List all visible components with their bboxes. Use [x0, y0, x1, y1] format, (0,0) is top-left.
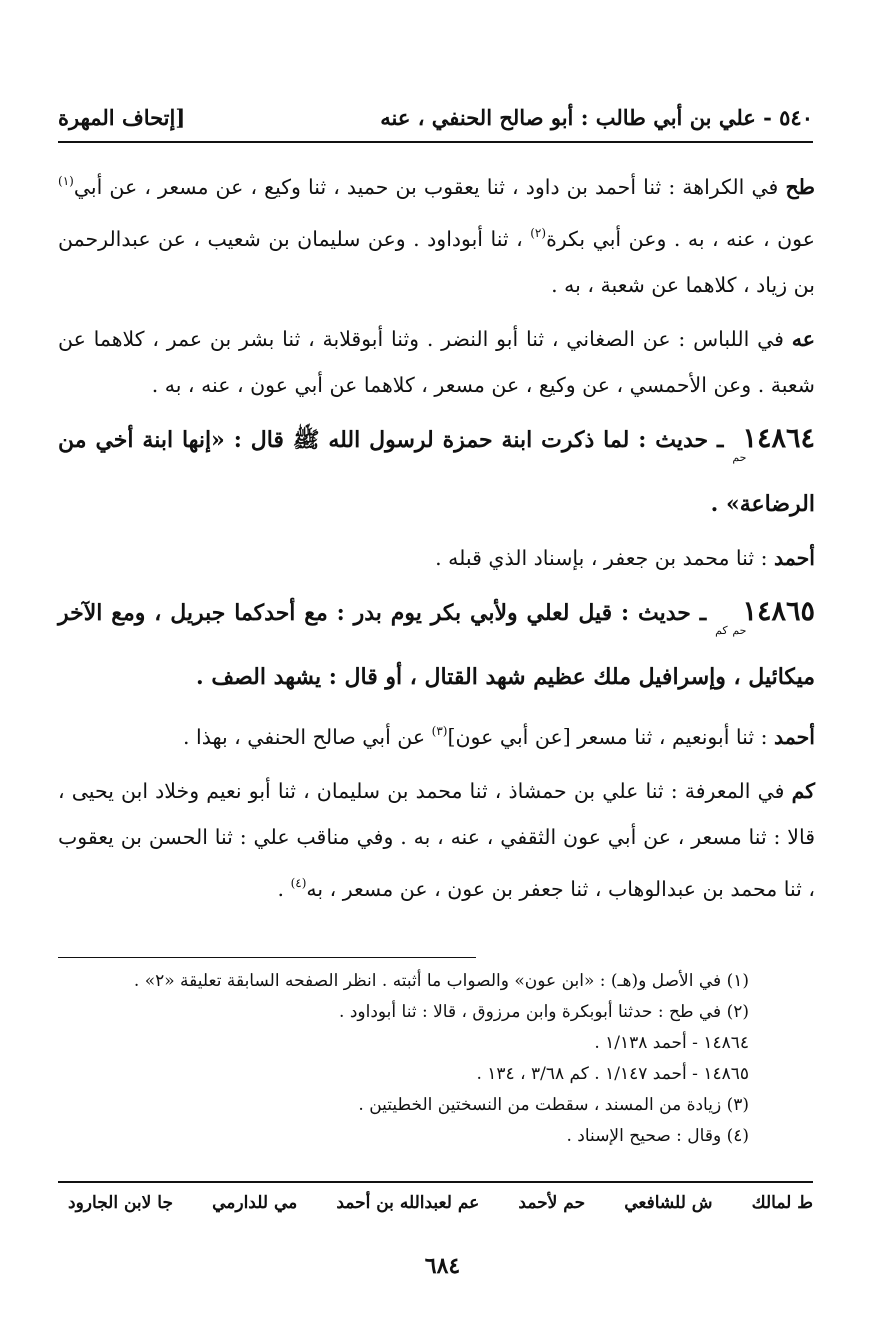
abbreviation-item: عم لعبدالله بن أحمد [336, 1193, 480, 1213]
header-rule [58, 141, 813, 143]
hadith-text: ـ حديث : قيل لعلي ولأبي بكر يوم بدر : مع أحدكما جبريل ، ومع الآخر ميكائيل ، وإسرافيل ملك عظيم شهد القتال ، أو قال : يشهد الصف . [58, 600, 815, 690]
abbreviation-item: ش للشافعي [624, 1193, 713, 1213]
footnote-item: (١) في الأصل و(هـ) : «ابن عون» والصواب ما أثبته . انظر الصفحه السابقة تعليقة «٢» . [133, 971, 749, 991]
paragraph-text: ، ثنا أبوداود . وعن سليمان بن شعيب ، عن عبدالرحمن بن زياد ، كلاهما عن شعبة ، به . [58, 227, 815, 297]
hadith-text: ـ حديث : لما ذكرت ابنة حمزة لرسول الله ﷺ قال : «إنها ابنة أخي من الرضاعة» . [58, 427, 815, 517]
paragraph-tahawi [58, 158, 815, 308]
paragraph-hakim [58, 768, 815, 912]
hadith-entry-14864 [58, 416, 815, 527]
source-abbrev: أحمد [774, 725, 815, 749]
paragraph-ahmad-2 [58, 708, 815, 760]
main-text [58, 158, 815, 920]
hadith-entry-14865 [58, 589, 815, 700]
abbreviation-item: ط لمالك [751, 1193, 813, 1213]
paragraph-abu-awana [58, 316, 815, 408]
paragraph-text: عون ، عنه ، به . وعن أبي بكرة [546, 227, 815, 251]
abbreviations-key [68, 1193, 813, 1213]
footnote-item: ١٤٨٦٤ - أحمد ١/١٣٨ . [594, 1033, 749, 1053]
paragraph-text: عن أبي صالح الحنفي ، بهذا . [183, 725, 432, 749]
paragraph-ahmad-1 [58, 535, 815, 581]
running-header [58, 90, 813, 130]
header-book-title: [إتحاف المهرة [58, 105, 186, 130]
footnote-item: (٤) وقال : صحيح الإسناد . [566, 1126, 749, 1146]
page-number: ٦٨٤ [424, 1253, 461, 1279]
paragraph-text: في المعرفة : ثنا علي بن حمشاذ ، ثنا محمد بن سليمان ، ثنا أبو نعيم وخلاد ابن يحيى ، قالا : ثنا مسعر ، عن أبي عون الثقفي ، عنه ، به . وفي مناقب علي : ثنا الحسن بن يعقوب ، ثنا محمد بن عبدالوهاب ، ثنا جعفر بن عون ، عن مسعر ، به [58, 779, 815, 901]
footnote-item: (٣) زيادة من المسند ، سقطت من النسختين الخطيتين . [358, 1095, 749, 1115]
hadith-number: ١٤٨٦٤ [742, 423, 815, 454]
abbreviation-item: حم لأحمد [518, 1193, 586, 1213]
abbreviations-rule [58, 1181, 813, 1183]
hadith-number: ١٤٨٦٥ [742, 596, 815, 627]
footnote-marker: (٣) [431, 724, 448, 738]
source-abbrev: عه [791, 327, 815, 351]
header-chapter-title: ٥٤٠ - علي بن أبي طالب : أبو صالح الحنفي ، عنه [380, 105, 813, 130]
footnote-item: (٢) في طح : حدثنا أبوبكرة وابن مرزوق ، قالا : ثنا أبوداود . [339, 1002, 749, 1022]
paragraph-text: : ثنا محمد بن جعفر ، بإسناد الذي قبله . [435, 546, 775, 570]
footnote-item: ١٤٨٦٥ - أحمد ١/١٤٧ . كم ٣/٦٨ ، ١٣٤ . [476, 1064, 749, 1084]
footnote-separator [58, 957, 476, 958]
paragraph-text: في الكراهة : ثنا أحمد بن داود ، ثنا يعقوب بن حميد ، ثنا وكيع ، عن مسعر ، عن أبي [73, 175, 786, 199]
hadith-source-mark: حم كم [715, 624, 747, 637]
abbreviation-item: مي للدارمي [212, 1193, 298, 1213]
paragraph-text: . [277, 877, 291, 901]
hadith-source-mark: حم [732, 451, 747, 464]
source-abbrev: أحمد [774, 546, 815, 570]
source-abbrev: طح [785, 175, 815, 199]
source-abbrev: كم [791, 779, 815, 803]
footnote-marker: (٢) [530, 226, 547, 240]
footnotes [58, 966, 749, 1152]
abbreviation-item: جا لابن الجارود [68, 1193, 173, 1213]
paragraph-text: : ثنا أبونعيم ، ثنا مسعر [عن أبي عون] [447, 725, 775, 749]
footnote-marker: (٤) [290, 876, 307, 890]
paragraph-text: في اللباس : عن الصغاني ، ثنا أبو النضر . وثنا أبوقلابة ، ثنا بشر بن عمر ، كلاهما عن شعبة . وعن الأحمسي ، عن وكيع ، عن مسعر ، كلاهما عن أبي عون ، عنه ، به . [58, 327, 815, 397]
footnote-marker: (١) [58, 174, 74, 188]
